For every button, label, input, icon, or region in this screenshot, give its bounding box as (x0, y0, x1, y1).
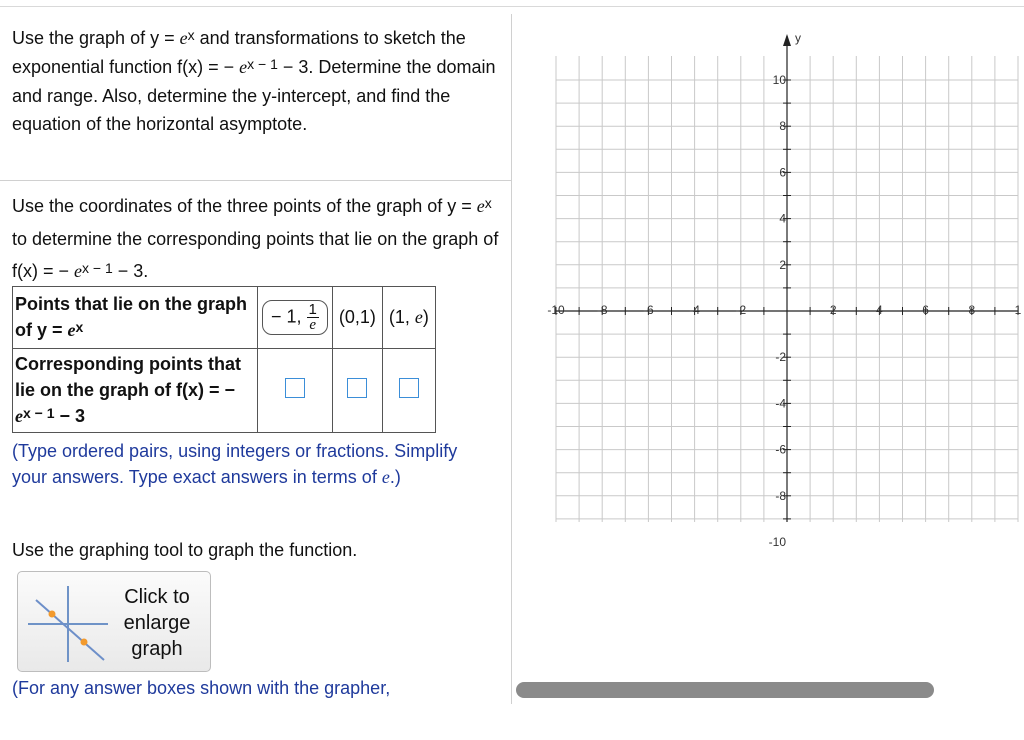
coordinate-grid[interactable] (530, 22, 1024, 549)
enlarge-button-label: Click to enlarge graph (123, 586, 191, 660)
point-neg1: − 1, $\frac{1}{e}$ (262, 300, 328, 335)
x-tick-label: -2 (735, 303, 747, 317)
y-tick-label: 6 (779, 165, 786, 180)
horizontal-scrollbar[interactable] (516, 682, 934, 698)
y-tick-label: 4 (779, 211, 786, 226)
question-text: Use the graph of $y = e^x$ and transformations to sketch the exponential function f(x) = − $e^{x - 1} - 3$. Determine the domain and range. Also, determine the y-intercept, and find the equation of the horizontal asymptote. (12, 27, 496, 134)
enlarge-graph-button[interactable] (17, 571, 211, 672)
table-row (13, 287, 436, 349)
answer-box-1[interactable] (285, 378, 305, 398)
instruction-text: Use the coordinates of the three points of the graph of $y = e^x$ to determine the corresponding points that lie on the graph of f(x) = − $e^{x - 1} - 3$. (12, 195, 499, 281)
x-tick-label: 8 (968, 303, 976, 317)
pane-divider (511, 14, 512, 704)
points-table (12, 286, 436, 433)
y-tick-label: -6 (775, 442, 786, 457)
table-row (13, 349, 436, 433)
y-tick-label: 2 (779, 257, 786, 272)
y-tick-label: -4 (775, 396, 786, 411)
graph-thumbnail-icon (24, 578, 114, 668)
y-tick-label: 8 (779, 119, 786, 134)
y-tick-label: -10 (768, 535, 786, 549)
top-rule (0, 6, 1024, 7)
y-axis-arrow-icon (783, 34, 791, 46)
point-cell (258, 287, 333, 349)
section-divider (0, 180, 511, 181)
graph-tool-instruction: Use the graphing tool to graph the function. (12, 540, 358, 560)
y-tick-label: -2 (775, 350, 786, 365)
point-cell: (0,1) (332, 287, 382, 349)
x-tick-label: 2 (829, 303, 837, 317)
answer-cell (332, 349, 382, 433)
x-tick-label: -4 (689, 303, 700, 317)
grapher-hint: (For any answer boxes shown with the grapher, (12, 678, 391, 698)
x-tick-label: -10 (547, 303, 565, 317)
y-tick-label: -8 (775, 488, 786, 503)
x-tick-label: 6 (922, 303, 929, 317)
answer-cell (258, 349, 333, 433)
answer-cell (382, 349, 435, 433)
row-label: Points that lie on the graph of $y = e^x$ (13, 287, 258, 349)
row-label: Corresponding points that lie on the graph of f(x) = − $e^{x - 1} - 3$ (13, 349, 258, 433)
y-tick-label: 10 (772, 73, 786, 87)
y-axis-label: y (795, 31, 801, 45)
x-tick-label: -6 (643, 303, 654, 317)
x-tick-label: 4 (876, 303, 883, 317)
x-tick-label: 1 (1014, 303, 1022, 317)
point-cell: (1, e) (382, 287, 435, 349)
x-tick-label: -8 (596, 303, 608, 317)
answer-box-2[interactable] (347, 378, 367, 398)
answer-box-3[interactable] (399, 378, 419, 398)
tick-labels (547, 31, 1021, 549)
input-hint: (Type ordered pairs, using integers or fractions. Simplify your answers. Type exact answers in terms of e.) (12, 441, 458, 487)
